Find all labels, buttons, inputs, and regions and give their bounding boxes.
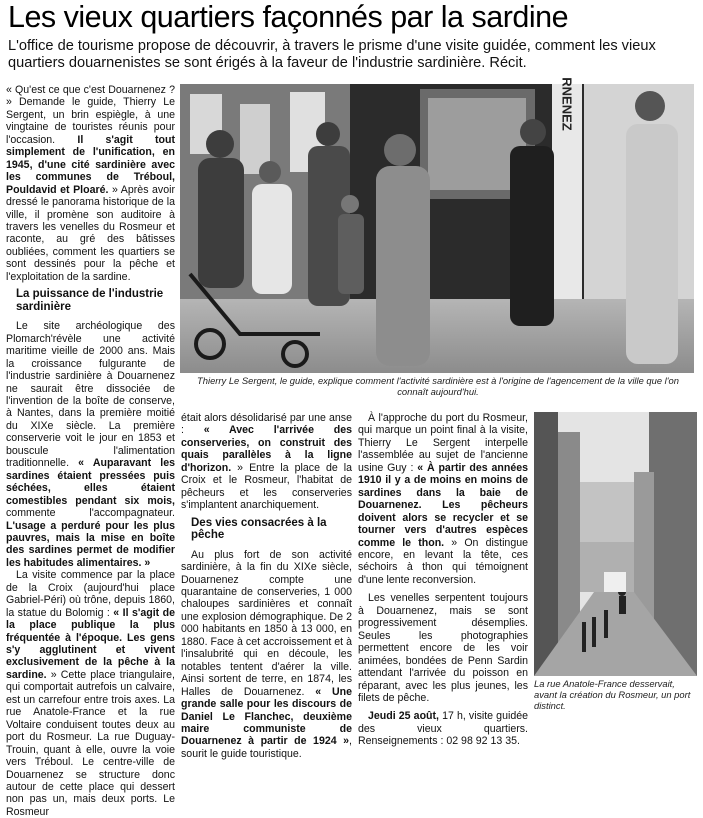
photo-street-caption: La rue Anatole-France desservait, avant la création du Rosmeur, un port distinct. bbox=[534, 678, 691, 711]
col2-p1-text-c: » Entre la place de la Croix et le Rosmeur, l'habitat de pêcheurs et les conserveries s'implantent anarchiquement. bbox=[181, 461, 352, 512]
subhead-sardine-industry: La puissance de l'industrie sardinière bbox=[16, 288, 164, 313]
col1-p2-text-c: commente l'accompagnateur. bbox=[6, 507, 175, 520]
col3-p3-date: Jeudi 25 août, bbox=[368, 710, 439, 723]
col2-paragraph-2 bbox=[181, 549, 352, 761]
article-column-3 bbox=[358, 412, 528, 748]
article-column-1 bbox=[6, 84, 175, 818]
shop-sign: RNENEZ bbox=[559, 77, 575, 131]
subhead-fishing-lives: Des vies consacrées à la pêche bbox=[191, 516, 327, 542]
col3-p1-quote: « À partir des années 1910 il y a de moins en moins de sardines dans la baie de Douarnenez. Les pêcheurs doivent alors se recycler et se tourner vers d'autres espèces comme le thon. bbox=[358, 461, 528, 549]
col3-paragraph-1 bbox=[358, 412, 528, 586]
col1-p2-quote-1: « Auparavant les sardines étaient pressées puis séchées, elles étaient comestibles pendant six mois, bbox=[6, 457, 175, 507]
col1-p3-quote: « Il s'agit de la place publique la plus fréquentée à l'époque. Les gens s'y agglutinent et vivent exclusivement de la pêche à la sardine. bbox=[6, 606, 175, 681]
col3-p1-text-a: À l'approche du port du Rosmeur, qui marque un point final à la visite, Thierry Le Sergent interpelle l'assemblée au sujet de l'ancienne usine Guy : bbox=[358, 412, 528, 474]
col1-p1-text-c: » Après avoir dressé le panorama historique de la ville, il promène son auditoire à travers les venelles du Rosmeur et raconte, au gré des bâtisses oubliées, comment les quartiers se sont dessinés pour la pêche et l'exploitation de la sardine. bbox=[6, 183, 175, 283]
photo-street-anatole-france bbox=[534, 412, 697, 676]
col1-paragraph-2 bbox=[6, 320, 175, 569]
col1-paragraph-3 bbox=[6, 569, 175, 818]
col3-p3-info: 17 h, visite guidée des vieux quartiers. Renseignements : 02 98 92 13 35. bbox=[358, 710, 528, 748]
col2-p2-text-c: , sourit le guide touristique. bbox=[181, 735, 352, 760]
photo-guided-tour-caption: Thierry Le Sergent, le guide, explique comment l'activité sardinière est à l'origine de l'agencement de la ville que l'on connaît aujourd'hui. bbox=[197, 375, 679, 397]
col1-p1-quote: Il s'agit tout simplement de l'unification, en 1945, d'une cité sardinière avec les communes de Tréboul, Pouldavid et Ploaré. bbox=[6, 133, 175, 196]
col1-p3-text-a: La visite commence par la place de la Croix (aujourd'hui place Gabriel-Péri) où trône, depuis 1860, la statue du Bolomig : bbox=[6, 569, 175, 619]
col2-p1-text-a: était alors désolidarisé par une anse : bbox=[181, 412, 352, 437]
col3-p1-text-c: » On distingue encore, en levant la tête, ces séchoirs à thon qui témoignent d'une lente reconversion. bbox=[358, 536, 529, 586]
col3-paragraph-2: Les venelles serpentent toujours à Douarnenez, mais se sont progressivement désemplies. Seules les photographies permettent encore de les voir animées, bondées de Penn Sardin attendant l'arrivée du poisson en réparant, avec les plus jeunes, les filets de pêche. bbox=[358, 592, 528, 704]
col1-paragraph-1 bbox=[6, 84, 175, 283]
col1-p1-text-a: « Qu'est ce que c'est Douarnenez ? » Demande le guide, Thierry Le Sergent, un brin espiègle, à une vingtaine de touristes réunis pour l'occasion. bbox=[6, 84, 175, 146]
col2-p2-text-a: Au plus fort de son activité sardinière, à la fin du XIXe siècle, Douarnenez compte une quarantaine de conserveries, 1 000 chaloupes sardinières et connaît une explosion démographique. De 2 000 habitants en 1850 à 13 000, en 1880. Face à cet accroissement et à l'insalubrité qui en découle, les notables tentent d'aérer la ville. Ainsi sortent de terre, en 1874, les Halles de Douarnenez. bbox=[181, 548, 352, 698]
col1-p2-text-a: Le site archéologique des Plomarch'révèle une activité maritime vieille de 2000 ans. Mais la croissance fulgurante de l'industrie sardinière à Douarnenez ne saurait être dissociée de l'invention de la boîte de conserve, à Nantes, dans la première moitié du XIXe siècle. La première conserverie voit le jour en 1853 et bouscule l'alimentation traditionnelle. bbox=[6, 320, 175, 470]
photo-guided-tour-image bbox=[180, 77, 694, 373]
article-column-2 bbox=[181, 412, 352, 760]
col2-p2-quote: « Une grande salle pour les discours de Daniel Le Flanchec, deuxième maire communiste de Douarnenez à partir de 1924 » bbox=[181, 685, 352, 748]
col1-p2-quote-2: L'usage a perduré pour les plus pauvres, mais la mise en boîte des sardines permet de modifier les habitudes alimentaires. » bbox=[6, 519, 175, 569]
photo-guided-tour bbox=[180, 77, 694, 373]
col3-paragraph-3 bbox=[358, 710, 528, 747]
col2-p1-quote: « Avec l'arrivée des conserveries, on construit des quais parallèles à la ligne d'horizon. bbox=[181, 424, 352, 474]
article-standfirst: L'office de tourisme propose de découvrir, à travers le prisme d'une visite guidée, comment les vieux quartiers douarnenistes se sont érigés à la faveur de l'industrie sardinière. Récit. bbox=[8, 38, 656, 71]
col1-p3-text-c: » Cette place triangulaire, qui comportait autrefois un calvaire, est un carrefour entre trois axes. La rue Anatole-France et la rue Voltaire conduisent toutes deux au port du Rosmeur. La rue Duguay-Trouin, quant à elle, ouvre la voie vers Tréboul. Le centre-ville de Douarnenez se structure donc autour de cette place qui dessert non pas un, mais deux ports. Le Rosmeur bbox=[6, 668, 175, 818]
photo-street-image bbox=[534, 412, 697, 676]
col2-paragraph-1 bbox=[181, 412, 352, 512]
article-headline: Les vieux quartiers façonnés par la sardine bbox=[8, 0, 569, 34]
